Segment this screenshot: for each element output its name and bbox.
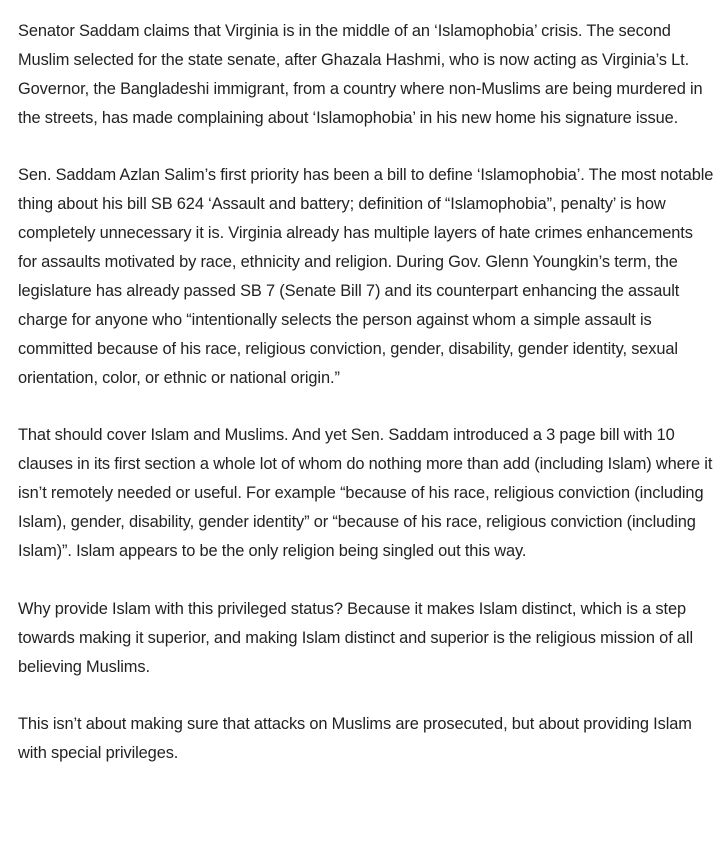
paragraph-1: Senator Saddam claims that Virginia is in the middle of an ‘Islamophobia’ crisis. The second Muslim selected for the state senate, after Ghazala Hashmi, who is now acting as Virginia’s Lt. Governor, the Bangladeshi immigrant, from a country where non-Muslims are being murdered in the streets, has made complaining about ‘Islamophobia’ in his new home his signature issue.	[18, 22, 703, 127]
article-body	[18, 17, 714, 768]
paragraph-5: This isn’t about making sure that attacks on Muslims are prosecuted, but about providing Islam with special privileges.	[18, 715, 692, 763]
paragraph-4: Why provide Islam with this privileged status? Because it makes Islam distinct, which is a step towards making it superior, and making Islam distinct and superior is the religious mission of all believing Muslims.	[18, 599, 694, 676]
paragraph-3: That should cover Islam and Muslims. And yet Sen. Saddam introduced a 3 page bill with 10 clauses in its first section a whole lot of whom do nothing more than add (including Islam) where it isn’t remotely needed or useful. For example “because of his race, religious conviction (including Islam), gender, disability, gender identity” or “because of his race, religious conviction (including Islam)”. Islam appears to be the only religion being singled out this way.	[18, 426, 713, 561]
paragraph-2: Sen. Saddam Azlan Salim’s first priority has been a bill to define ‘Islamophobia’. The most notable thing about his bill SB 624 ‘Assault and battery; definition of “Islamophobia”, penalty’ is how completely unnecessary it is. Virginia already has multiple layers of hate crimes enhancements for assaults motivated by race, ethnicity and religion. During Gov. Glenn Youngkin’s term, the legislature has already passed SB 7 (Senate Bill 7) and its counterpart enhancing the assault charge for anyone who “intentionally selects the person against whom a simple assault is committed because of his race, religious conviction, gender, disability, gender identity, sexual orientation, color, or ethnic or national origin.”	[18, 166, 714, 387]
